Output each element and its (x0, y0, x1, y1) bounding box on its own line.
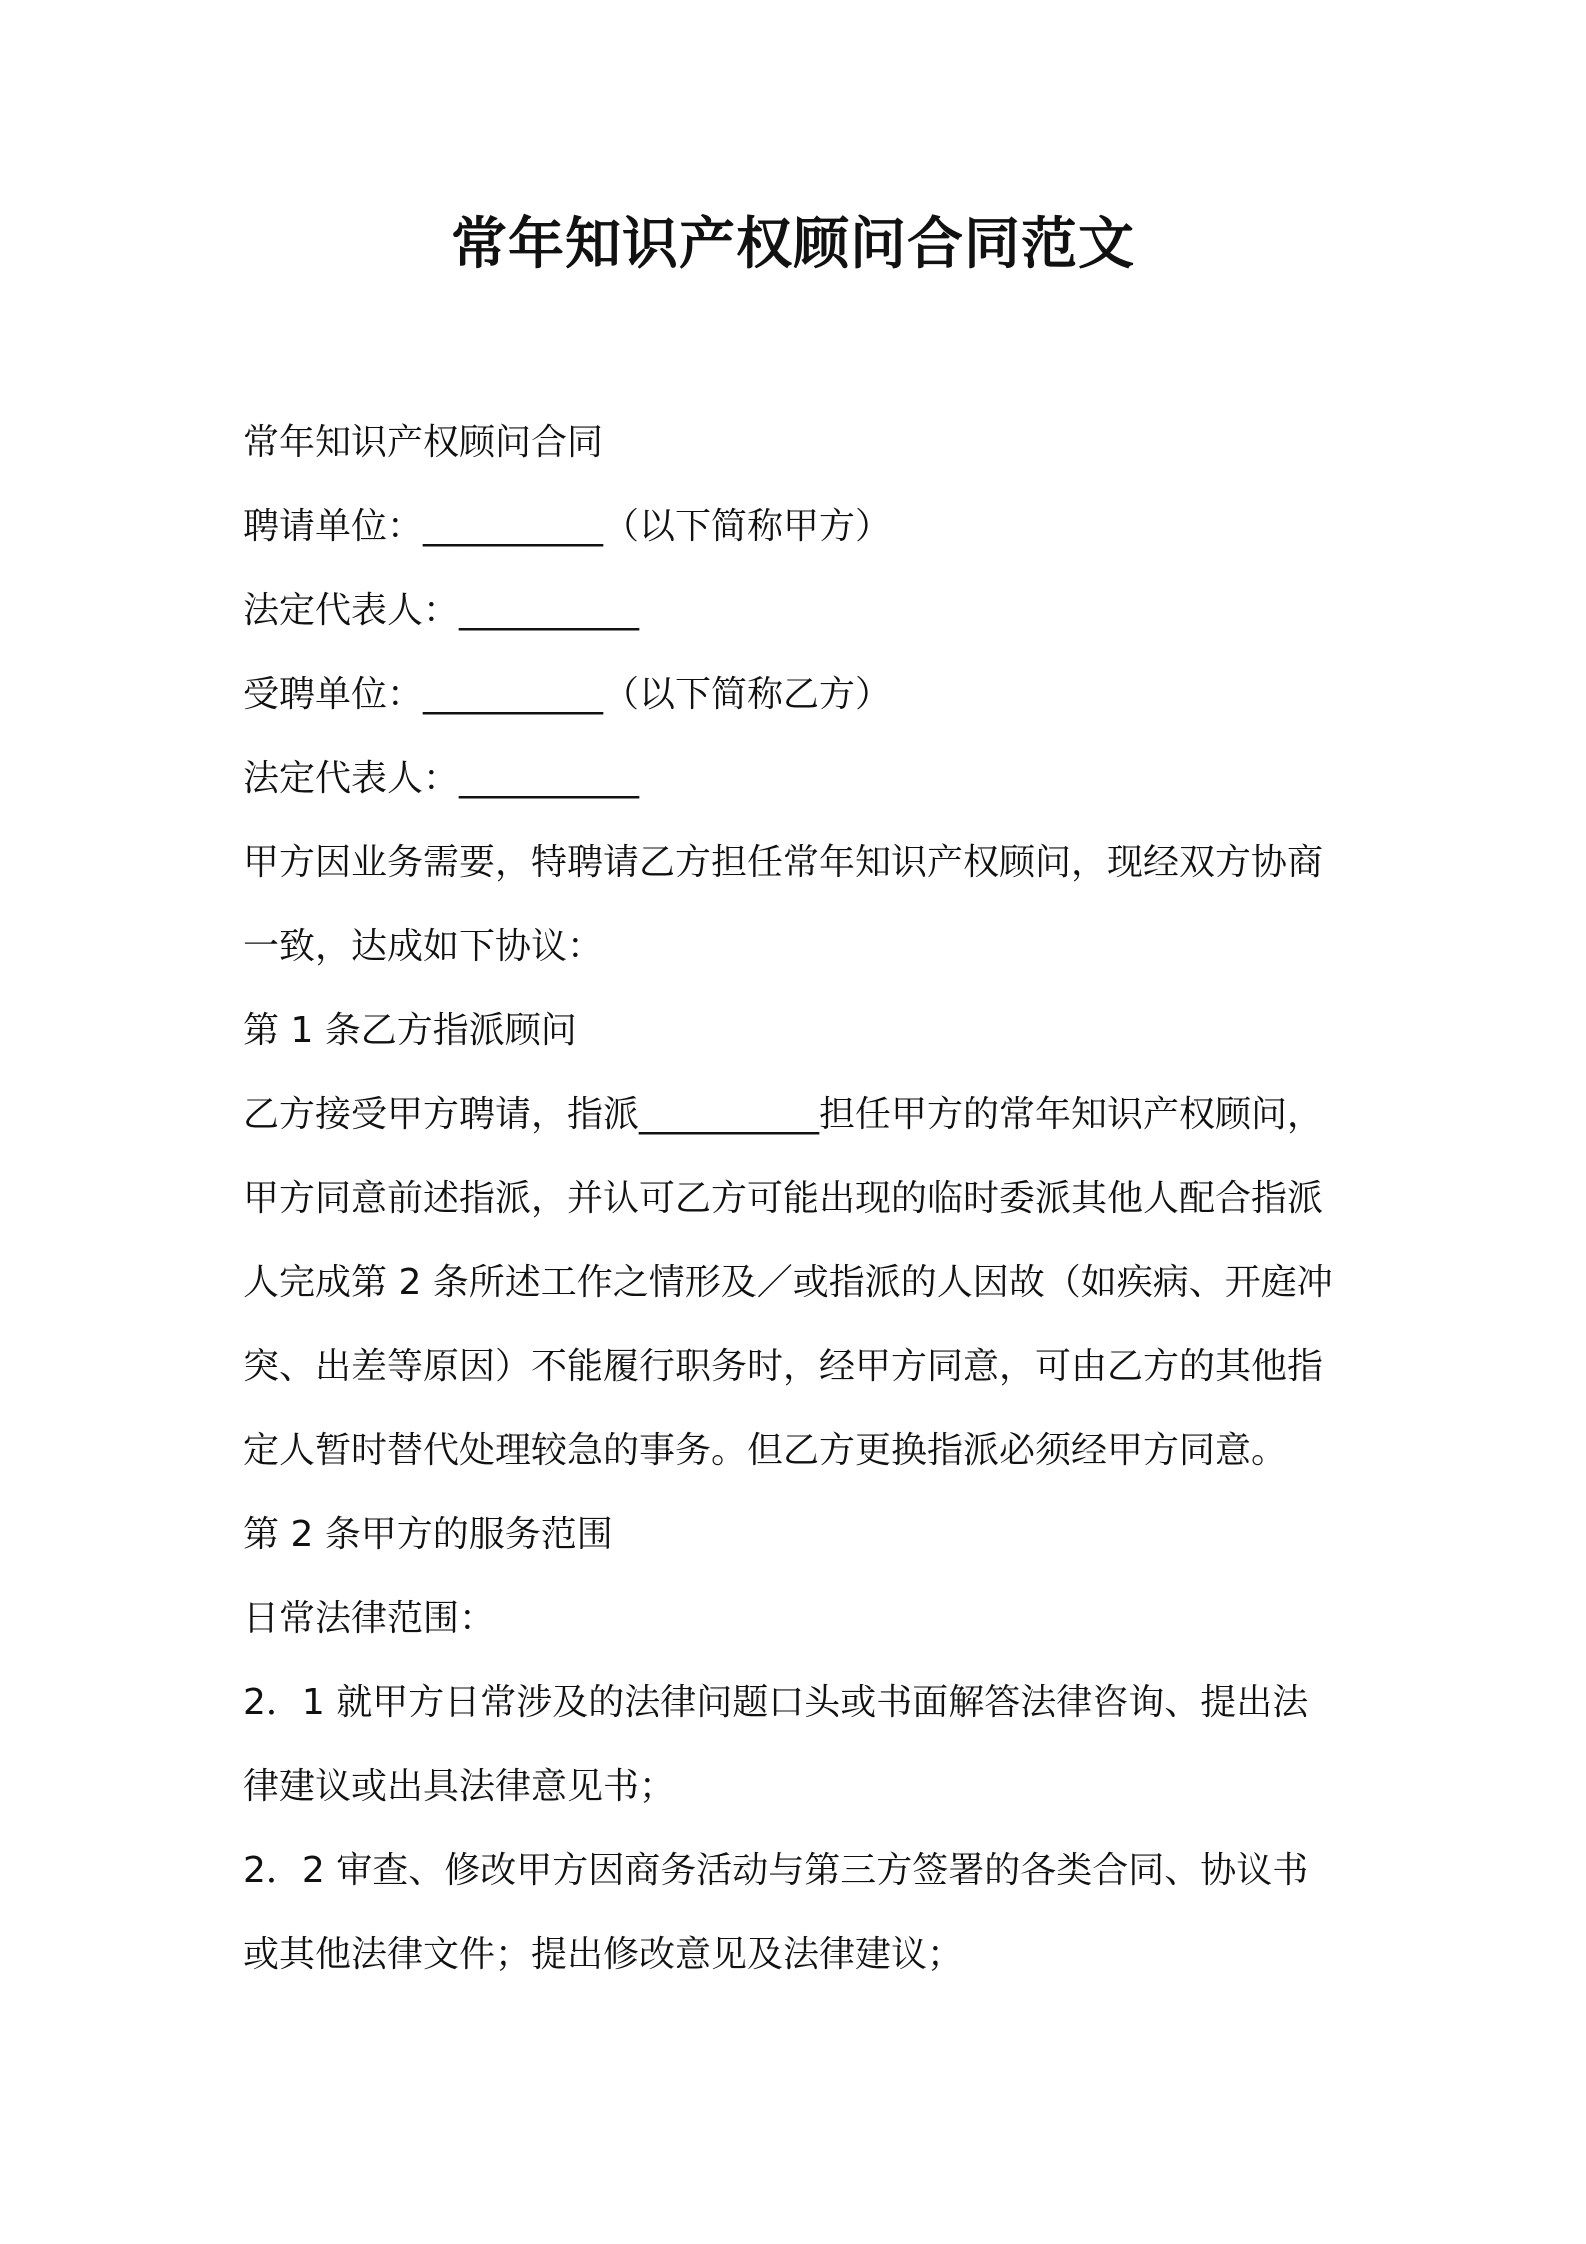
party-a-representative-line: 法定代表人：__________ (243, 590, 640, 631)
section-label: 日常法律范围： (243, 1598, 496, 1639)
document-body (243, 401, 1363, 1997)
clause-line: 律建议或出具法律意见书； (243, 1766, 676, 1807)
paragraph-line: 乙方接受甲方聘请，指派__________担任甲方的常年知识产权顾问， (243, 1094, 1324, 1135)
paragraph-line: 定人暂时替代处理较急的事务。但乙方更换指派必须经甲方同意。 (243, 1430, 1288, 1471)
party-b-line: 受聘单位：__________（以下简称乙方） (243, 674, 892, 715)
article-2-heading: 第 2 条甲方的服务范围 (243, 1514, 613, 1555)
paragraph-line: 甲方同意前述指派，并认可乙方可能出现的临时委派其他人配合指派 (243, 1178, 1324, 1219)
paragraph-line: 突、出差等原因）不能履行职务时，经甲方同意，可由乙方的其他指 (243, 1346, 1324, 1387)
paragraph-line: 一致，达成如下协议： (243, 926, 604, 967)
paragraph-line: 人完成第 2 条所述工作之情形及／或指派的人因故（如疾病、开庭冲 (243, 1262, 1333, 1303)
contract-heading: 常年知识产权顾问合同 (243, 422, 604, 463)
clause-line: 或其他法律文件；提出修改意见及法律建议； (243, 1934, 964, 1975)
party-a-line: 聘请单位：__________（以下简称甲方） (243, 506, 892, 547)
article-1-heading: 第 1 条乙方指派顾问 (243, 1010, 577, 1051)
clause-line: 2．2 审查、修改甲方因商务活动与第三方签署的各类合同、协议书 (243, 1850, 1309, 1891)
document-title: 常年知识产权顾问合同范文 (451, 212, 1135, 277)
clause-line: 2．1 就甲方日常涉及的法律问题口头或书面解答法律咨询、提出法 (243, 1682, 1309, 1723)
paragraph-line: 甲方因业务需要，特聘请乙方担任常年知识产权顾问，现经双方协商 (243, 842, 1324, 883)
party-b-representative-line: 法定代表人：__________ (243, 758, 640, 799)
